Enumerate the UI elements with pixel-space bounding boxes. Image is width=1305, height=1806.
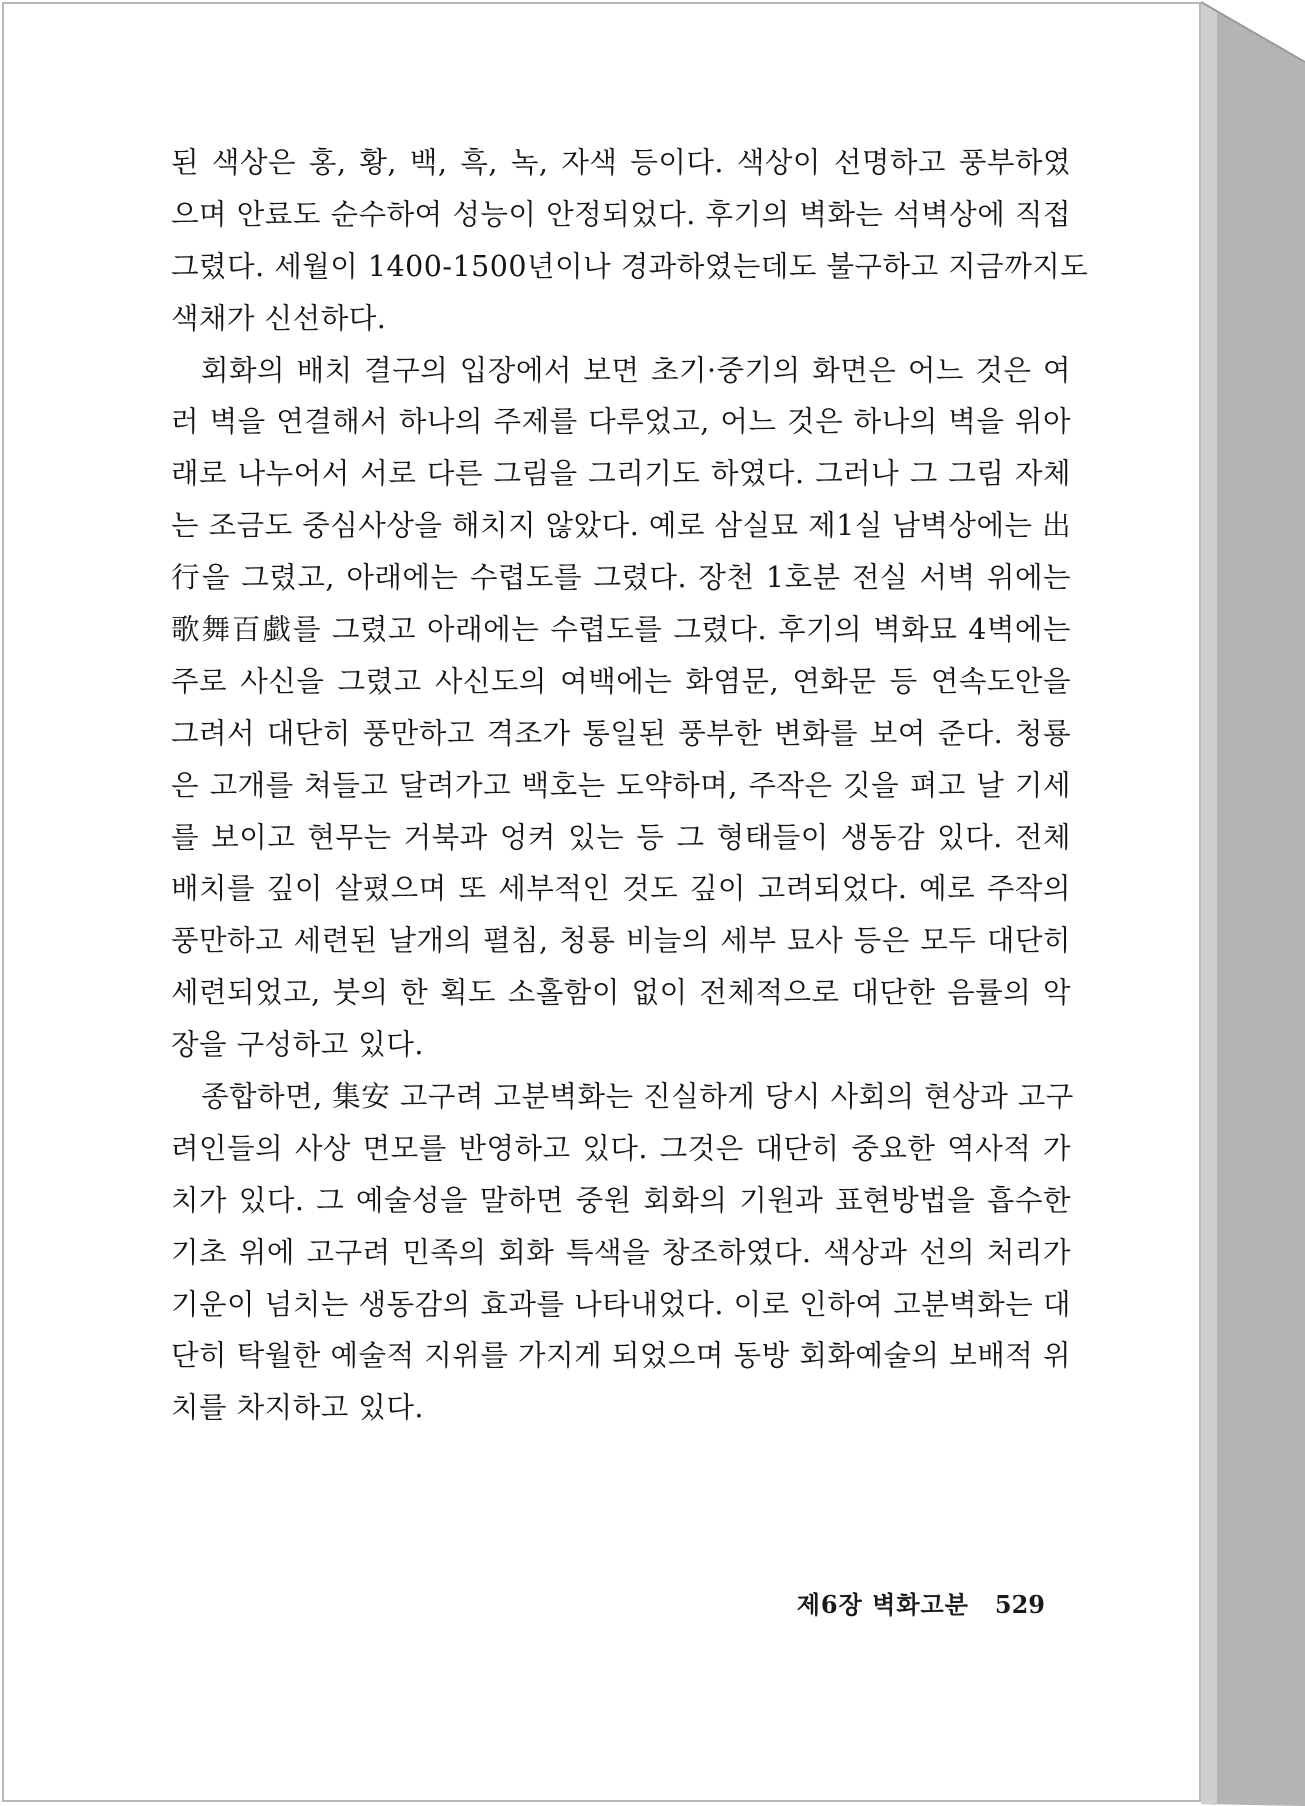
text-line: 장을 구성하고 있다. <box>171 1028 424 1062</box>
text-line: 歌舞百戱를 그렸고 아래에는 수렵도를 그렸다. 후기의 벽화묘 4벽에는 <box>171 613 1071 647</box>
paragraph-3 <box>171 1071 1074 1434</box>
chapter-title: 제6장 벽화고분 <box>796 1590 969 1619</box>
text-line: 치를 차지하고 있다. <box>171 1391 424 1425</box>
text-line: 기초 위에 고구려 민족의 회화 특색을 창조하였다. 색상과 선의 처리가 <box>171 1235 1071 1269</box>
text-line: 치가 있다. 그 예술성을 말하면 중원 회화의 기원과 표현방법을 흡수한 <box>171 1183 1071 1217</box>
text-line: 종합하면, 集安 고구려 고분벽화는 진실하게 당시 사회의 현상과 고구 <box>201 1080 1074 1114</box>
text-line: 풍만하고 세련된 날개의 펼침, 청룡 비늘의 세부 묘사 등은 모두 대단히 <box>171 924 1071 958</box>
text-line: 배치를 깊이 살폈으며 또 세부적인 것도 깊이 고려되었다. 예로 주작의 <box>171 872 1071 906</box>
body-text <box>171 137 1089 1434</box>
text-line: 회화의 배치 결구의 입장에서 보면 초기·중기의 화면은 어느 것은 여 <box>201 353 1071 387</box>
text-line: 으며 안료도 순수하여 성능이 안정되었다. 후기의 벽화는 석벽상에 직접 <box>171 197 1071 231</box>
text-line: 는 조금도 중심사상을 해치지 않았다. 예로 삼실묘 제1실 남벽상에는 出 <box>171 509 1072 543</box>
page-footer <box>797 1585 1045 1620</box>
text-line: 래로 나누어서 서로 다른 그림을 그리기도 하였다. 그러나 그 그림 자체 <box>171 457 1071 491</box>
paragraph-2 <box>171 345 1071 1071</box>
text-line: 기운이 넘치는 생동감의 효과를 나타내었다. 이로 인하여 고분벽화는 대 <box>171 1287 1071 1321</box>
text-line: 주로 사신을 그렸고 사신도의 여백에는 화염문, 연화문 등 연속도안을 <box>171 664 1071 698</box>
text-line: 단히 탁월한 예술적 지위를 가지게 되었으며 동방 회화예술의 보배적 위 <box>171 1339 1071 1373</box>
page-number: 529 <box>994 1590 1045 1619</box>
text-line: 세련되었고, 붓의 한 획도 소홀함이 없이 전체적으로 대단한 음률의 악 <box>171 976 1071 1010</box>
text-line: 은 고개를 쳐들고 달려가고 백호는 도약하며, 주작은 깃을 펴고 날 기세 <box>171 768 1071 802</box>
text-line: 그려서 대단히 풍만하고 격조가 통일된 풍부한 변화를 보여 준다. 청룡 <box>171 716 1071 750</box>
text-line: 려인들의 사상 면모를 반영하고 있다. 그것은 대단히 중요한 역사적 가 <box>171 1131 1071 1165</box>
paragraph-1 <box>171 137 1089 345</box>
text-line: 行을 그렸고, 아래에는 수렵도를 그렸다. 장천 1호분 전실 서벽 위에는 <box>171 561 1071 595</box>
text-line: 를 보이고 현무는 거북과 엉켜 있는 등 그 형태들이 생동감 있다. 전체 <box>171 820 1071 854</box>
text-line: 된 색상은 홍, 황, 백, 흑, 녹, 자색 등이다. 색상이 선명하고 풍부하였 <box>171 146 1071 179</box>
text-line: 색채가 신선하다. <box>171 301 387 335</box>
text-line: 그렸다. 세월이 1400-1500년이나 경과하였는데도 불구하고 지금까지도 <box>171 249 1089 283</box>
text-line: 러 벽을 연결해서 하나의 주제를 다루었고, 어느 것은 하나의 벽을 위아 <box>171 405 1071 439</box>
